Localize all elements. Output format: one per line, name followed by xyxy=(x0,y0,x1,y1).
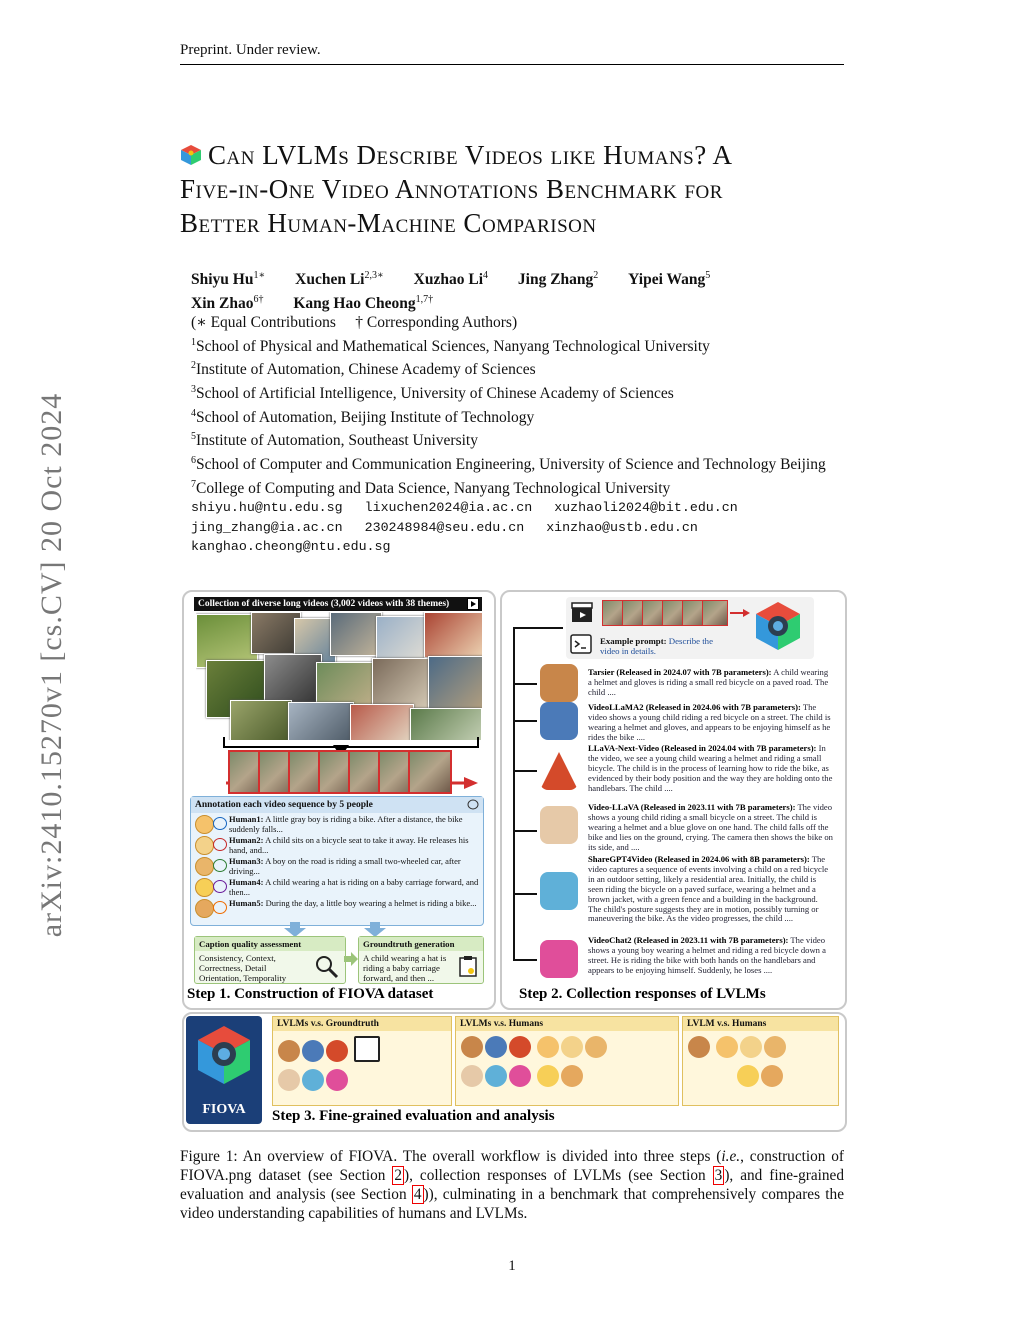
running-header: Preprint. Under review. xyxy=(180,42,844,65)
collection-title: Collection of diverse long videos (3,002 videos with 38 themes) xyxy=(194,597,482,611)
person-icon xyxy=(561,1065,583,1087)
section-link[interactable]: 4 xyxy=(413,1186,422,1203)
author-sup: 2 xyxy=(593,270,599,281)
videollama2-avatar-icon xyxy=(485,1036,507,1058)
author-row-1 xyxy=(191,266,911,290)
person-icon xyxy=(195,899,214,918)
author-sup: 1∗ xyxy=(253,270,266,281)
contribution-note: (∗ Equal Contributions † Corresponding Authors) xyxy=(191,314,518,332)
sharegpt4video-avatar-icon xyxy=(540,872,578,910)
clipboard-icon xyxy=(459,955,477,977)
videochat2-avatar-icon xyxy=(540,940,578,978)
person-icon xyxy=(195,857,214,876)
tarsier-avatar-icon xyxy=(688,1036,710,1058)
connector-line xyxy=(513,683,537,685)
comparison-icons xyxy=(273,1031,451,1101)
person-icon xyxy=(716,1036,738,1058)
arxiv-stamp-text: arXiv:2410.15270v1 [cs.CV] 20 Oct 2024 xyxy=(35,392,68,938)
connector-line xyxy=(513,770,537,772)
connector-line xyxy=(513,959,537,961)
author-sup: 6† xyxy=(253,293,264,305)
model-response: VideoChat2 (Released in 2023.11 with 7B parameters): The video shows a young boy wearing a helmet and riding a red bicycle down a street. He is riding the bike with both hands on the handlebars and appears to be enjoying himself. Suddenly, he loses .... xyxy=(588,935,826,975)
author-sup: 2,3∗ xyxy=(364,270,384,281)
arxiv-stamp xyxy=(22,355,82,975)
affiliation-list xyxy=(191,333,911,499)
connector-line xyxy=(513,627,563,629)
email-link[interactable]: kanghao.cheong@ntu.edu.sg xyxy=(191,539,391,555)
author-name: Jing Zhang xyxy=(517,271,594,289)
example-prompt: Example prompt: Describe the video in details. xyxy=(600,636,713,656)
person-icon xyxy=(195,815,214,834)
author-name: Xin Zhao xyxy=(191,294,254,312)
videochat2-avatar-icon xyxy=(509,1065,531,1087)
videochat2-avatar-icon xyxy=(326,1069,348,1091)
groundtruth-title: Groundtruth generation xyxy=(359,937,483,951)
connector-line xyxy=(513,893,537,895)
video-frame xyxy=(408,750,452,794)
step2-label: Step 2. Collection responses of LVLMs xyxy=(519,986,766,1002)
person-icon xyxy=(561,1036,583,1058)
speech-bubble-icon xyxy=(213,838,227,851)
step3-label: Step 3. Fine-grained evaluation and analysis xyxy=(272,1108,555,1124)
cube-logo-icon xyxy=(180,144,202,166)
section-link[interactable]: 2 xyxy=(394,1167,403,1184)
email-link[interactable]: jing_zhang@ia.ac.cn xyxy=(191,519,343,535)
videollama2-avatar-icon xyxy=(540,702,578,740)
author-name: Xuchen Li xyxy=(295,271,365,289)
author-block xyxy=(191,266,911,557)
person-icon xyxy=(740,1036,762,1058)
speech-bubble-icon xyxy=(213,859,227,872)
magnifier-icon xyxy=(313,953,339,979)
quality-assessment-box xyxy=(194,936,346,984)
comparison-icons xyxy=(683,1031,838,1097)
model-response: Video-LLaVA (Released in 2023.11 with 7B parameters): The video shows a young child riding a small bicycle on a street. The child is wearing a helmet and a blue glove on one hand. The child falls off the bike and lies on the ground, crying. The camera then shows the bike on its side, and .... xyxy=(588,802,833,852)
affiliation-item: $^3$School of Artificial Intelligence, University of Chinese Academy of Sciences xyxy=(191,384,674,403)
speech-bubble-icon xyxy=(213,817,227,830)
fiova-logo xyxy=(186,1016,262,1124)
speech-bubble-icon xyxy=(213,880,227,893)
affiliation-item: $^4$School of Automation, Beijing Institute of Technology xyxy=(191,407,535,426)
email-link[interactable]: xuzhaoli2024@bit.edu.cn xyxy=(554,500,738,516)
person-icon xyxy=(761,1065,783,1087)
llava-next-avatar-icon xyxy=(326,1040,348,1062)
fiova-cube-icon xyxy=(752,600,804,652)
author-name: Shiyu Hu xyxy=(191,271,254,289)
page-number: 1 xyxy=(508,1258,516,1274)
llava-next-avatar-icon xyxy=(509,1036,531,1058)
email-link[interactable]: 230248984@seu.edu.cn xyxy=(364,519,525,535)
author-name: Kang Hao Cheong xyxy=(293,294,416,312)
sharegpt4video-avatar-icon xyxy=(485,1065,507,1087)
comparison-title: LVLM v.s. Humans xyxy=(683,1017,838,1031)
person-icon xyxy=(737,1065,759,1087)
person-icon xyxy=(585,1036,607,1058)
connector-line xyxy=(513,627,515,960)
sharegpt4video-avatar-icon xyxy=(302,1069,324,1091)
right-arrow-icon xyxy=(344,952,358,966)
email-link[interactable]: xinzhao@ustb.edu.cn xyxy=(546,519,698,535)
affiliation-item: $^2$Institute of Automation, Chinese Academy of Sciences xyxy=(191,360,536,379)
fiova-logo-text: FIOVA xyxy=(202,1102,246,1117)
model-response: LLaVA-Next-Video (Released in 2024.04 with 7B parameters): In the video, we see a young child wearing a helmet and riding a small bicycle. The child is in the process of learning how to ride the bike, as evidenced by their body position and the way they are holding onto the handlebars. The child .... xyxy=(588,743,833,793)
person-icon xyxy=(195,836,214,855)
model-response: ShareGPT4Video (Released in 2024.06 with 8B parameters): The video captures a sequence of events involving a child on a red bicycle in an outdoor setting, likely a residential area. Initially, the child is seen riding the bicycle on a paved surface, wearing a helmet and a brown jacket, with a green fence and a building in the background. The child's posture suggests they are in motion, possibly turning or maneuvering the bike. As the video progresses, the child .... xyxy=(588,854,829,924)
annotation-box: Annotation each video sequence by 5 people Human1: A little gray boy is riding a bike. After a distance, the bike suddenly falls... Human2: A child sits on a bicycle seat to take it away. He releases his hand, and... Human3: A boy on the road is riding a small two-wheeled car, after driving... Human4: A child wearing a hat is riding on a baby carriage forward, and then... Human5: During the day, a little boy wearing a helmet is riding a bike... xyxy=(190,796,484,926)
tarsier-avatar-icon xyxy=(278,1040,300,1062)
tarsier-avatar-icon xyxy=(540,664,578,702)
groundtruth-box xyxy=(358,936,484,984)
videollama2-avatar-icon xyxy=(302,1040,324,1062)
quality-text: Consistency, Context, Correctness, Detail Orientation, Temporality xyxy=(199,953,287,983)
author-sup: 4 xyxy=(483,270,489,281)
fiova-cube-icon xyxy=(194,1024,254,1086)
comparison-box xyxy=(682,1016,839,1106)
comparison-title: LVLMs v.s. Humans xyxy=(456,1017,678,1031)
comparison-box xyxy=(272,1016,452,1106)
clapperboard-icon xyxy=(570,600,594,624)
author-sup: 5 xyxy=(705,270,711,281)
author-sup: 1,7† xyxy=(415,293,434,305)
person-icon xyxy=(764,1036,786,1058)
video-llava-avatar-icon xyxy=(540,806,578,844)
title-line-1: Can LVLMs Describe Videos like Humans? A xyxy=(208,140,733,170)
comparison-icons xyxy=(456,1031,678,1097)
person-icon xyxy=(537,1065,559,1087)
affiliation-item: $^6$School of Computer and Communication Engineering, University of Science and Technology Beijing xyxy=(191,455,826,474)
author-name: Xuzhao Li xyxy=(413,271,484,289)
model-response: Tarsier (Released in 2024.07 with 7B parameters): A child wearing a helmet and gloves is riding a small red bicycle on a paved road. The child .... xyxy=(588,667,829,697)
terminal-icon xyxy=(570,634,592,654)
video-frame xyxy=(702,600,728,626)
author-name: Yipei Wang xyxy=(628,271,706,289)
affiliation-item: $^7$College of Computing and Data Science, Nanyang Technological University xyxy=(191,478,671,497)
person-icon xyxy=(537,1036,559,1058)
clipboard-icon xyxy=(354,1036,380,1062)
chat-icon xyxy=(467,799,479,811)
paper-title xyxy=(180,138,860,240)
title-line-2: Five-in-One Video Annotations Benchmark for xyxy=(180,174,723,204)
person-icon xyxy=(195,878,214,897)
affiliation-item: $^5$Institute of Automation, Southeast University xyxy=(191,431,478,450)
arrow-icon xyxy=(730,608,750,618)
speech-bubble-icon xyxy=(213,901,227,914)
affiliation-item: $^1$School of Physical and Mathematical Sciences, Nanyang Technological University xyxy=(191,336,710,355)
video-collage xyxy=(196,612,482,740)
title-line-3: Better Human-Machine Comparison xyxy=(180,208,597,238)
author-row-2 xyxy=(191,290,911,314)
email-link[interactable]: lixuchen2024@ia.ac.cn xyxy=(364,500,533,516)
video-icon xyxy=(467,598,479,610)
model-response: VideoLLaMA2 (Released in 2024.06 with 7B parameters): The video shows a young child riding a red bicycle on a street. The child is wearing a helmet and gloves, and appears to be enjoying himself as he rides the bike .... xyxy=(588,702,831,742)
email-link[interactable]: shiyu.hu@ntu.edu.sg xyxy=(191,500,343,516)
email-list xyxy=(191,498,911,557)
figure-caption: Figure 1: An overview of FIOVA. The overall workflow is divided into three steps (i.e., construction of FIOVA.png dataset (see Section 2 ), collection responses of LVLMs (see Section 3 ), and fine-grained evaluation and analysis (see Section 4 )), culminating in a benchmark that comprehensively compares the video understanding capabilities of humans and LVLMs. xyxy=(180,1148,844,1222)
tarsier-avatar-icon xyxy=(461,1036,483,1058)
quality-title: Caption quality assessment xyxy=(195,937,345,951)
connector-line xyxy=(513,720,537,722)
step1-label: Step 1. Construction of FIOVA dataset xyxy=(187,986,434,1002)
section-link[interactable]: 3 xyxy=(714,1167,723,1184)
comparison-title: LVLMs v.s. Groundtruth xyxy=(273,1017,451,1031)
connector-line xyxy=(513,830,537,832)
comparison-box xyxy=(455,1016,679,1106)
video-llava-avatar-icon xyxy=(278,1069,300,1091)
groundtruth-text: A child wearing a hat is riding a baby carriage forward, and then ... xyxy=(363,953,447,983)
video-llava-avatar-icon xyxy=(461,1065,483,1087)
annotation-title: Annotation each video sequence by 5 people xyxy=(191,797,483,813)
